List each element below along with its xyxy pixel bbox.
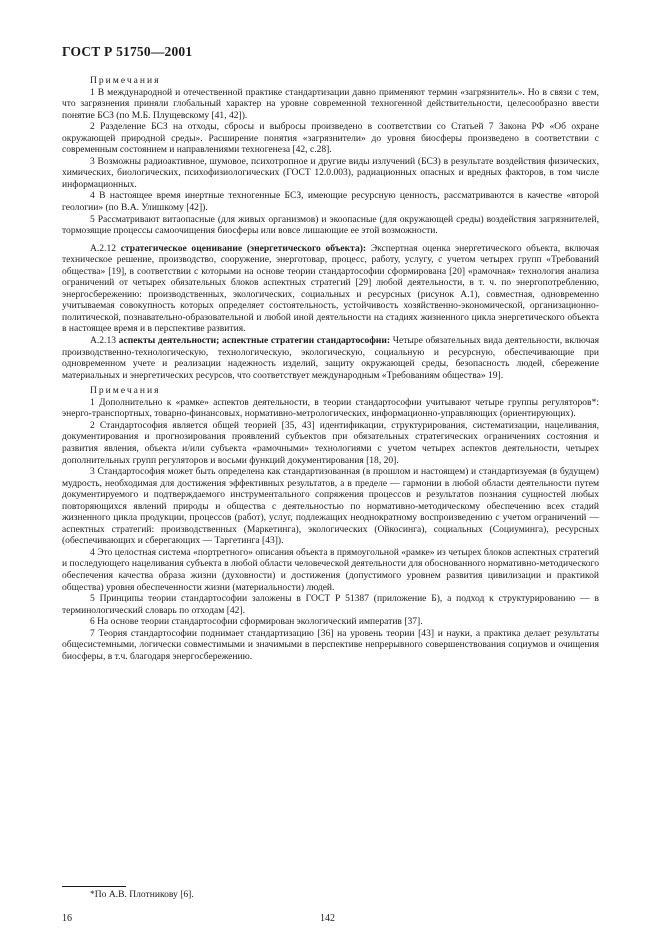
clause-number: А.2.13 [90,335,116,347]
term-name: аспекты деятельности; аспектные стратегии стандартософии: [118,335,391,347]
note-item: 7 Теория стандартософии поднимает стандартизацию [36] на уровень теории [43] и науки, а практика делает результаты общесистемными, логически совместимыми и значимыми в перспективе непрерывного совершенствования социумов и очищения биосферы, в т.ч. благодаря энергосбережению. [62,627,599,662]
note-item: 2 Стандартософия является общей теорией [35, 43] идентификации, структурирования, систематизации, нацеливания, документирования и прогнозирования проявлений субъектов при обязательных стратегических ограничениях состояния и развития явления, объекта и/или субъекта «рамочными» технологиями с учетом четырех аспектов деятельности, четырех дополнительных групп регуляторов и восьми функций документирования [18, 20]. [62,419,599,466]
document-code: ГОСТ Р 51750—2001 [62,44,193,59]
note-item: 1 В международной и отечественной практике стандартизации давно применяют термин «загрязнитель». Но в связи с тем, что загрязнения приняли глобальный характер на уровне современной техногенной действительности, целесообразно ввести понятие БСЗ (по М.Б. Плущевскому [41, 42]). [62,86,599,121]
note-item: 5 Принципы теории стандартософии заложены в ГОСТ Р 51387 (приложение Б), а подход к структурированию — в терминологический словарь по отходам [42]. [62,593,599,616]
note-item: 6 На основе теории стандартософии сформирован экологический императив [37]. [90,616,423,628]
footnote-divider [62,886,126,887]
footnote: *По А.В. Плотникову [6]. [90,889,194,900]
notes-heading: Примечания [90,75,161,86]
note-item: 4 Это целостная система «портретного» описания объекта в прямоугольной «рамке» из четырех блоков аспектных стратегий и последующего нацеливания субъекта в любой области человеческой деятельности для обоснованного нормативно-методического обеспечения качества образа жизни (духовности) и достижения (допустимого уровнем развития цивилизации и практикой общества) уровня обеспеченности жизни (материальности) людей. [62,546,599,593]
note-item: 1 Дополнительно к «рамке» аспектов деятельности, в теории стандартософии учитывают четыре группы регуляторов*: энерго-транспортных, товарно-финансовых, нормативно-метрологических, информационно-управляющих (ориентирующих). [62,396,599,420]
definition-a213 [62,335,599,381]
note-item: 5 Рассматривают витаопасные (для живых организмов) и экоопасные (для окружающей среды) воздействия загрязнителей, тормозящие процессы самоочищения биосферы или вовсе лишающие ее этой возможности. [62,213,599,237]
clause-number: А.2.12 [90,242,116,254]
document-body [62,75,599,662]
note-item: 2 Разделение БСЗ на отходы, сбросы и выбросы произведено в соответствии со Статьей 7 Закона РФ «Об охране окружающей природной среды». Расширение понятия «загрязнители» до уровня биосферы произведено в соответствии с современным состоянием и направлениями техногенеза [42, с.28]. [62,121,599,156]
term-name: стратегическое оценивание (энергетического объекта): [120,242,367,254]
note-item: 4 В настоящее время инертные техногенные БСЗ, имеющие ресурсную ценность, рассматриваются в качестве «второй геологии» (по В.А. Улишкому [42]). [62,190,599,214]
notes-heading: Примечания [90,385,161,397]
page-number-left: 16 [62,913,72,924]
page-number-center: 142 [320,913,335,924]
note-item: 3 Стандартософия может быть определена как стандартизованная (в прошлом и настоящем) и стандартизуемая (в будущем) мудрость, необходимая для достижения эффективных результатов, а в пределе — гармонии в любой области деятельности путем документируемого и подтверждаемого инструментального сопряжения процессов и результатов познания сущностей любых повторяющихся явлений природы и общества с деятельностью по нормативно-методическому обеспечению всех стадий жизненного цикла продукции, процессов (работ), услуг, подлежащих неоднократному воспроизведению с учетом ограничений — аспектных стратегий: производственных (Маркетинга), экологических (Ойкосинга), социальных (Социуминга), ресурсных (обеспечивающих и сберегающих — Таргетинга [43]). [62,466,599,547]
definition-a212 [62,243,599,335]
term-definition: Четыре обязательных вида деятельности, включая производственно-технологическую, технологическую, экологическую, социальную и ресурсную, обеспечивающие при одновременном учете и реализации надежность изделий, защиту окружающей среды, безопасность людей, сбережение материальных и энергетических ресурсов, что соответствует международным «Требованиям общества» 19]. [62,335,600,381]
note-item: 3 Возможны радиоактивное, шумовое, психотропное и другие виды излучений (БСЗ) в результате воздействия физических, химических, биологических, психофизиологических (ГОСТ 12.0.003), радиационных опасных и вредных факторов, в том числе информационных. [62,155,599,190]
term-definition: Экспертная оценка энергетического объекта, включая техническое решение, производство, сооружение, энерготовар, процесс, работу, услугу, с учетом четырех групп «Требований общества» [19], в соответствии с которыми на основе теории стандартософии сформирована [20] «рамочная» технология анализа ограничений от четырех обязательных блоков аспектных стратегий [29] любой деятельности, в т. ч. по энергопотреблению, энергосбережению: производственных, экологических, социальных и ресурсных (рисунок А.1), совместная, одновременно учитываемая совокупность которых определяет состоятельность, устойчивость хозяйственно-экономической, организационно-политической, познавательно-образовательной и любой иной деятельности на стадиях жизненного цикла энергетического объекта в настоящее время и в перспективе развития. [62,242,599,335]
